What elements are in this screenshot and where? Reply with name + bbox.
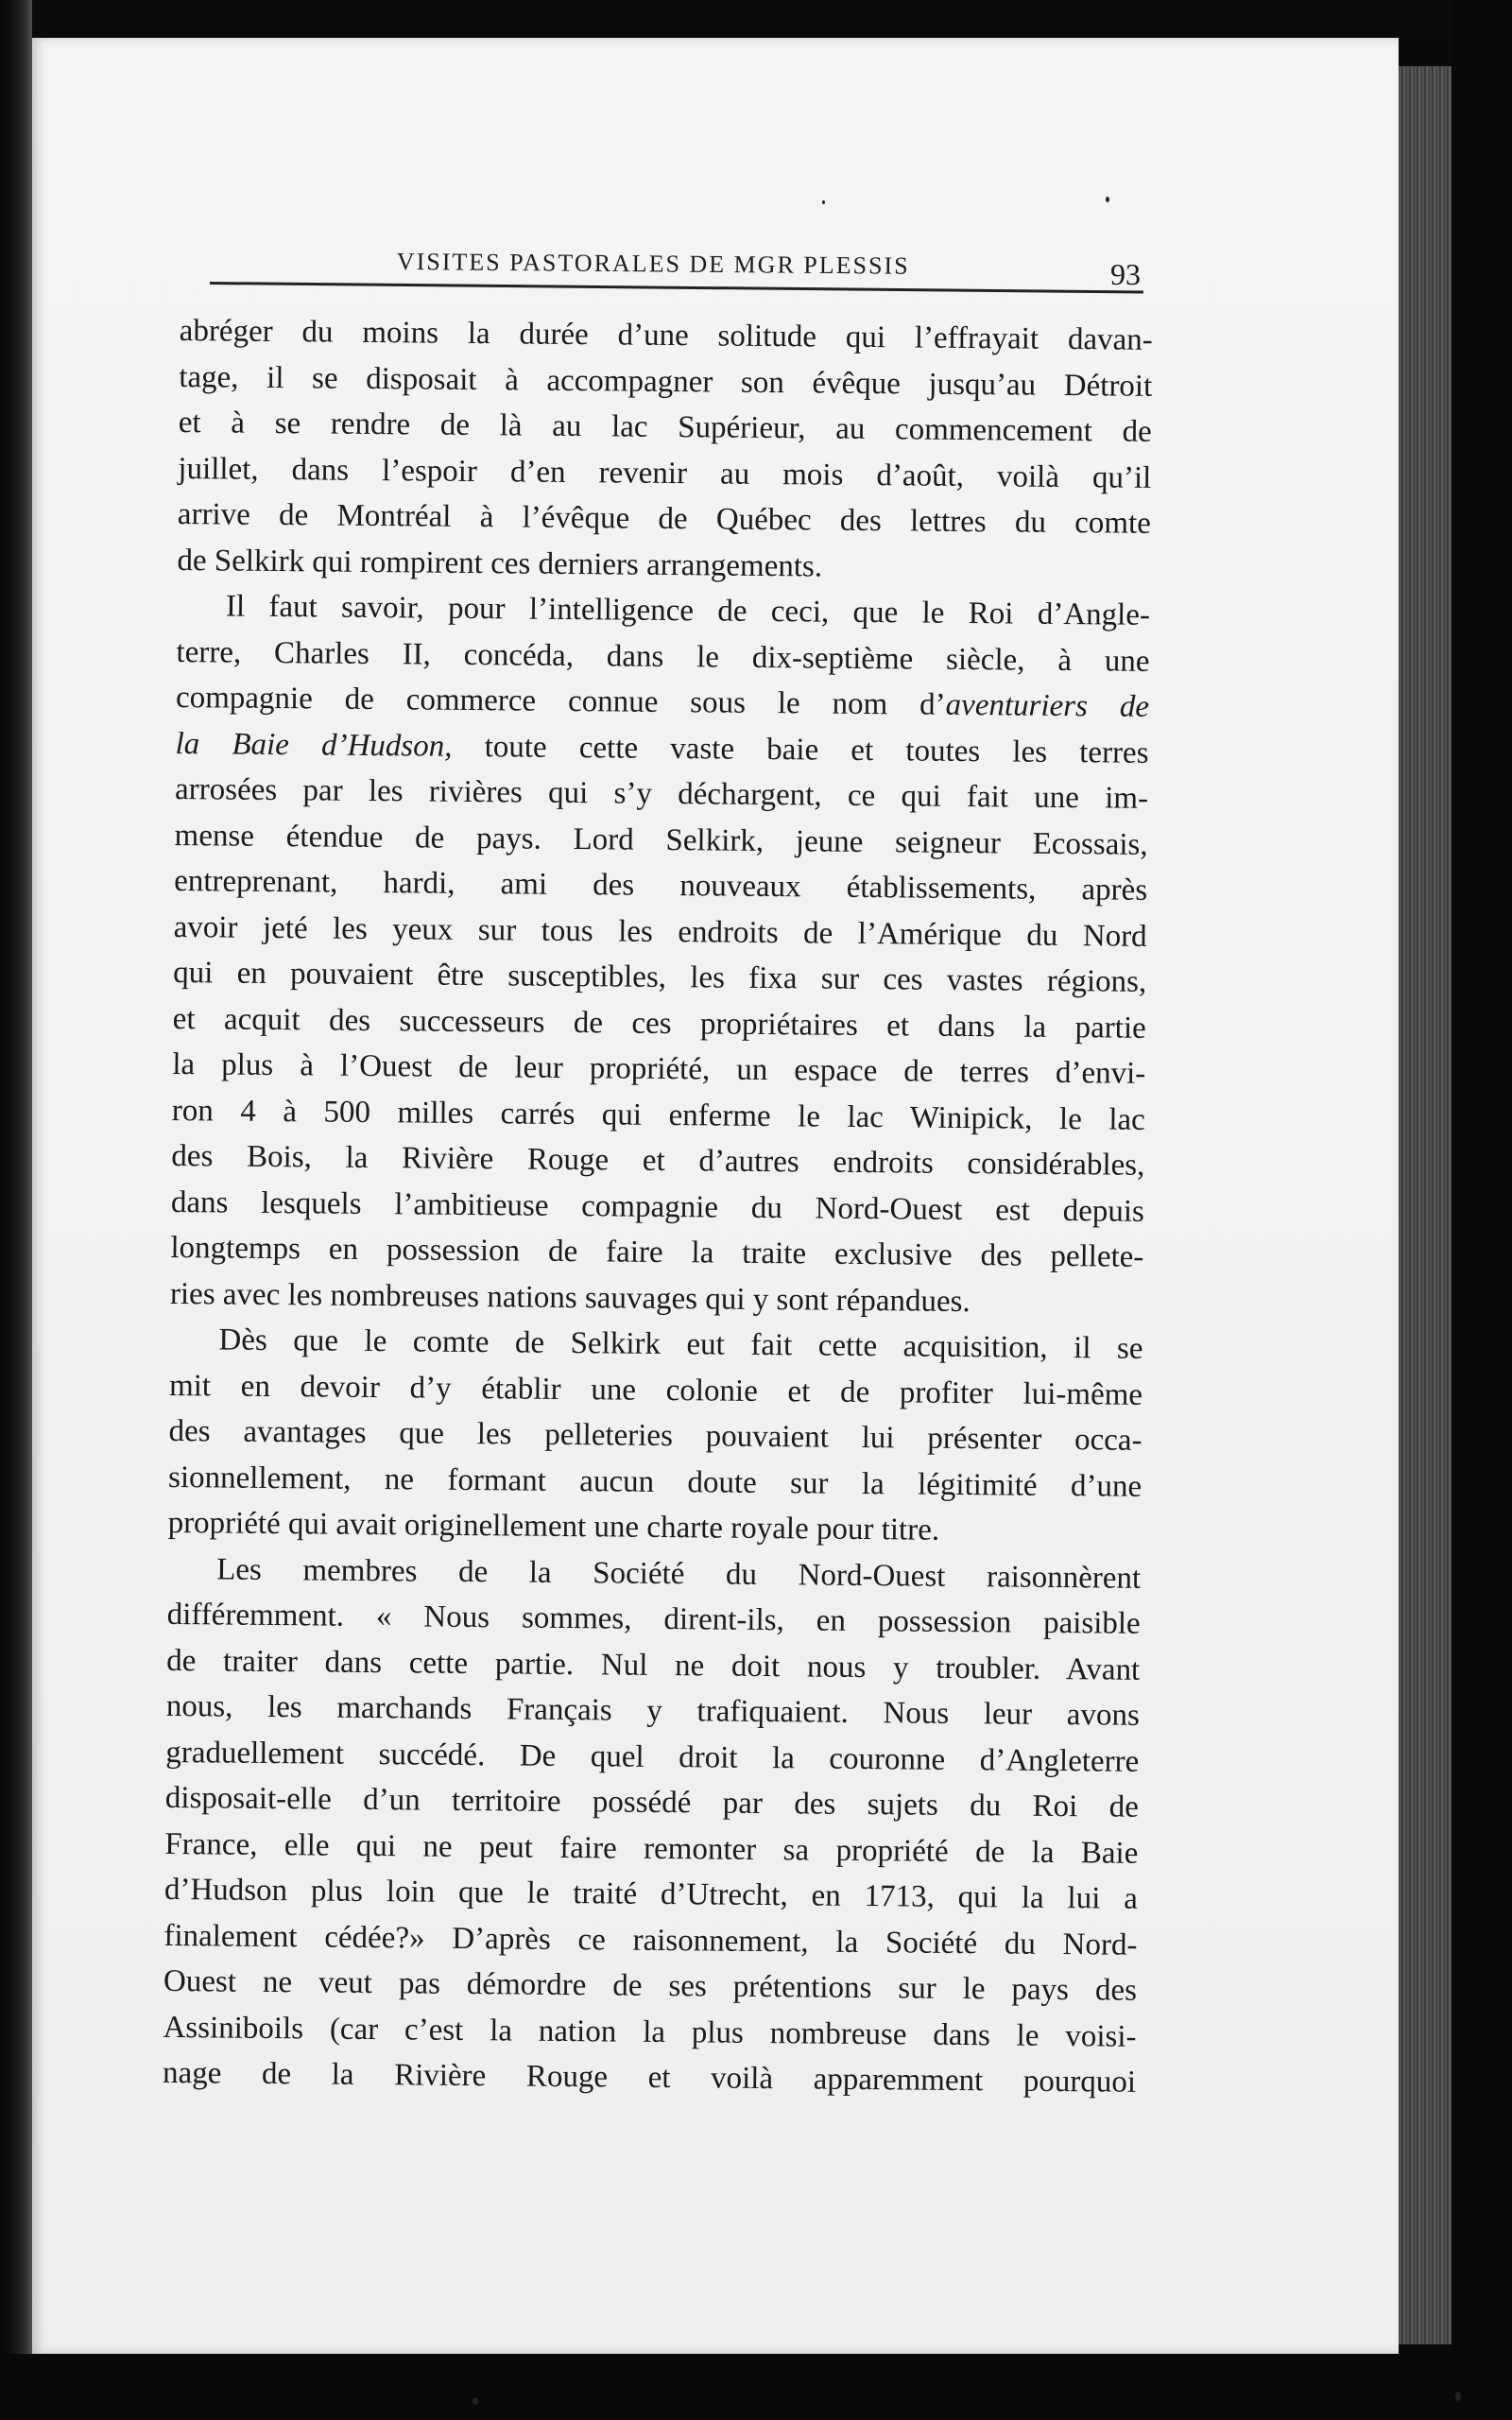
text-line: des Bois, la Rivière Rouge et d’autres endroits considérables, [171,1138,1145,1183]
text-line: nage de la Rivière Rouge et voilà apparemment pourquoi [162,2055,1137,2100]
italic-segment: la Baie d’Hudson, [175,726,453,764]
text-line: qui en pouvaient être susceptibles, les fixa sur ces vastes régions, [173,955,1147,999]
page-number: 93 [1110,257,1141,291]
running-head: VISITES PASTORALES DE MGR PLESSIS [396,248,910,280]
text-line: propriété qui avait originellement une charte royale pour titre. [167,1505,940,1547]
text-segment: compagnie de commerce connue sous le nom d’ [175,680,946,722]
scan-right-border [1452,0,1512,2420]
text-line: abréger du moins la durée d’une solitude qui l’effrayait davan- [179,313,1153,357]
text-line: la plus à l’Ouest de leur propriété, un espace de terres d’envi- [172,1046,1146,1091]
text-line: terre, Charles II, concéda, dans le dix-septième siècle, à une [176,634,1150,679]
text-line: d’Hudson plus loin que le traité d’Utrecht, en 1713, qui la lui a [163,1872,1139,1916]
ink-speck [1106,197,1109,202]
text-line: et à se rendre de là au lac Supérieur, au commencement de [178,405,1152,449]
text-line: de Selkirk qui rompirent ces derniers arrangements. [177,543,823,584]
text-line: juillet, dans l’espoir d’en revenir au mois d’août, voilà qu’il [178,451,1152,495]
text-line: Les membres de la Société du Nord-Ouest raisonnèrent [216,1551,1142,1596]
ink-speck [822,200,825,204]
text-line: France, elle qui ne peut faire remonter sa propriété de la Baie [164,1826,1139,1871]
book-gutter-edge [0,0,32,2420]
italic-segment: aventuriers de [945,687,1150,724]
ink-speck [1455,2392,1461,2401]
text-line: Il faut savoir, pour l’intelligence de ceci, que le Roi d’Angle- [225,589,1151,632]
text-line: mense étendue de pays. Lord Selkirk, jeune seigneur Ecossais, [174,818,1148,862]
text-line: de traiter dans cette partie. Nul ne doit nous y troubler. Avant [166,1643,1141,1687]
body-text [163,308,1153,2105]
text-line: graduellement succédé. De quel droit la couronne d’Angleterre [165,1735,1140,1779]
ink-speck [472,2397,478,2405]
text-line: nous, les marchands Français y trafiquaient. Nous leur avons [165,1688,1140,1733]
text-line: tage, il se disposait à accompagner son évêque jusqu’au Détroit [179,359,1153,404]
text-line: Dès que le comte de Selkirk eut fait cette acquisition, il se [218,1322,1143,1366]
text-line: différemment. « Nous sommes, dirent-ils, en possession paisible [166,1597,1141,1641]
text-line: dans lesquels l’ambitieuse compagnie du Nord-Ouest est depuis [170,1184,1145,1229]
text-line: avoir jeté les yeux sur tous les endroits de l’Amérique du Nord [173,909,1147,954]
text-line: arrosées par les rivières qui s’y déchargent, ce qui fait une im- [174,771,1149,816]
text-line: mit en devoir d’y établir une colonie et de profiter lui-même [168,1368,1143,1412]
scan-top-border [0,0,1512,38]
text-line: entreprenant, hardi, ami des nouveaux établissements, après [174,863,1148,908]
text-line: arrive de Montréal à l’évêque de Québec des lettres du comte [177,496,1152,541]
text-line: et acquit des successeurs de ces propriétaires et dans la partie [172,1001,1146,1046]
book-fore-edge [1399,66,1452,2344]
text-line: des avantages que les pelleteries pouvaient lui présenter occa- [168,1413,1143,1458]
text-line: Ouest ne veut pas démordre de ses prétentions sur le pays des [163,1963,1138,2008]
text-line: disposait-elle d’un territoire possédé par des sujets du Roi de [164,1780,1139,1824]
text-line: sionnellement, ne formant aucun doute sur la légitimité d’une [167,1460,1143,1504]
text-line: finalement cédée?» D’après ce raisonnement, la Société du Nord- [163,1918,1138,1962]
text-line: Assiniboils (car c’est la nation la plus nombreuse dans le voisi- [163,2010,1137,2054]
text-line: longtemps en possession de faire la traite exclusive des pellete- [170,1230,1144,1274]
scan-bottom-border [0,2354,1512,2420]
text-line: ron 4 à 500 milles carrés qui enferme le lac Winipick, le lac [171,1093,1145,1137]
text-line: ries avec les nombreuses nations sauvages qui y sont répandues. [169,1276,971,1319]
text-segment: toute cette vaste baie et toutes les terres [452,729,1149,770]
